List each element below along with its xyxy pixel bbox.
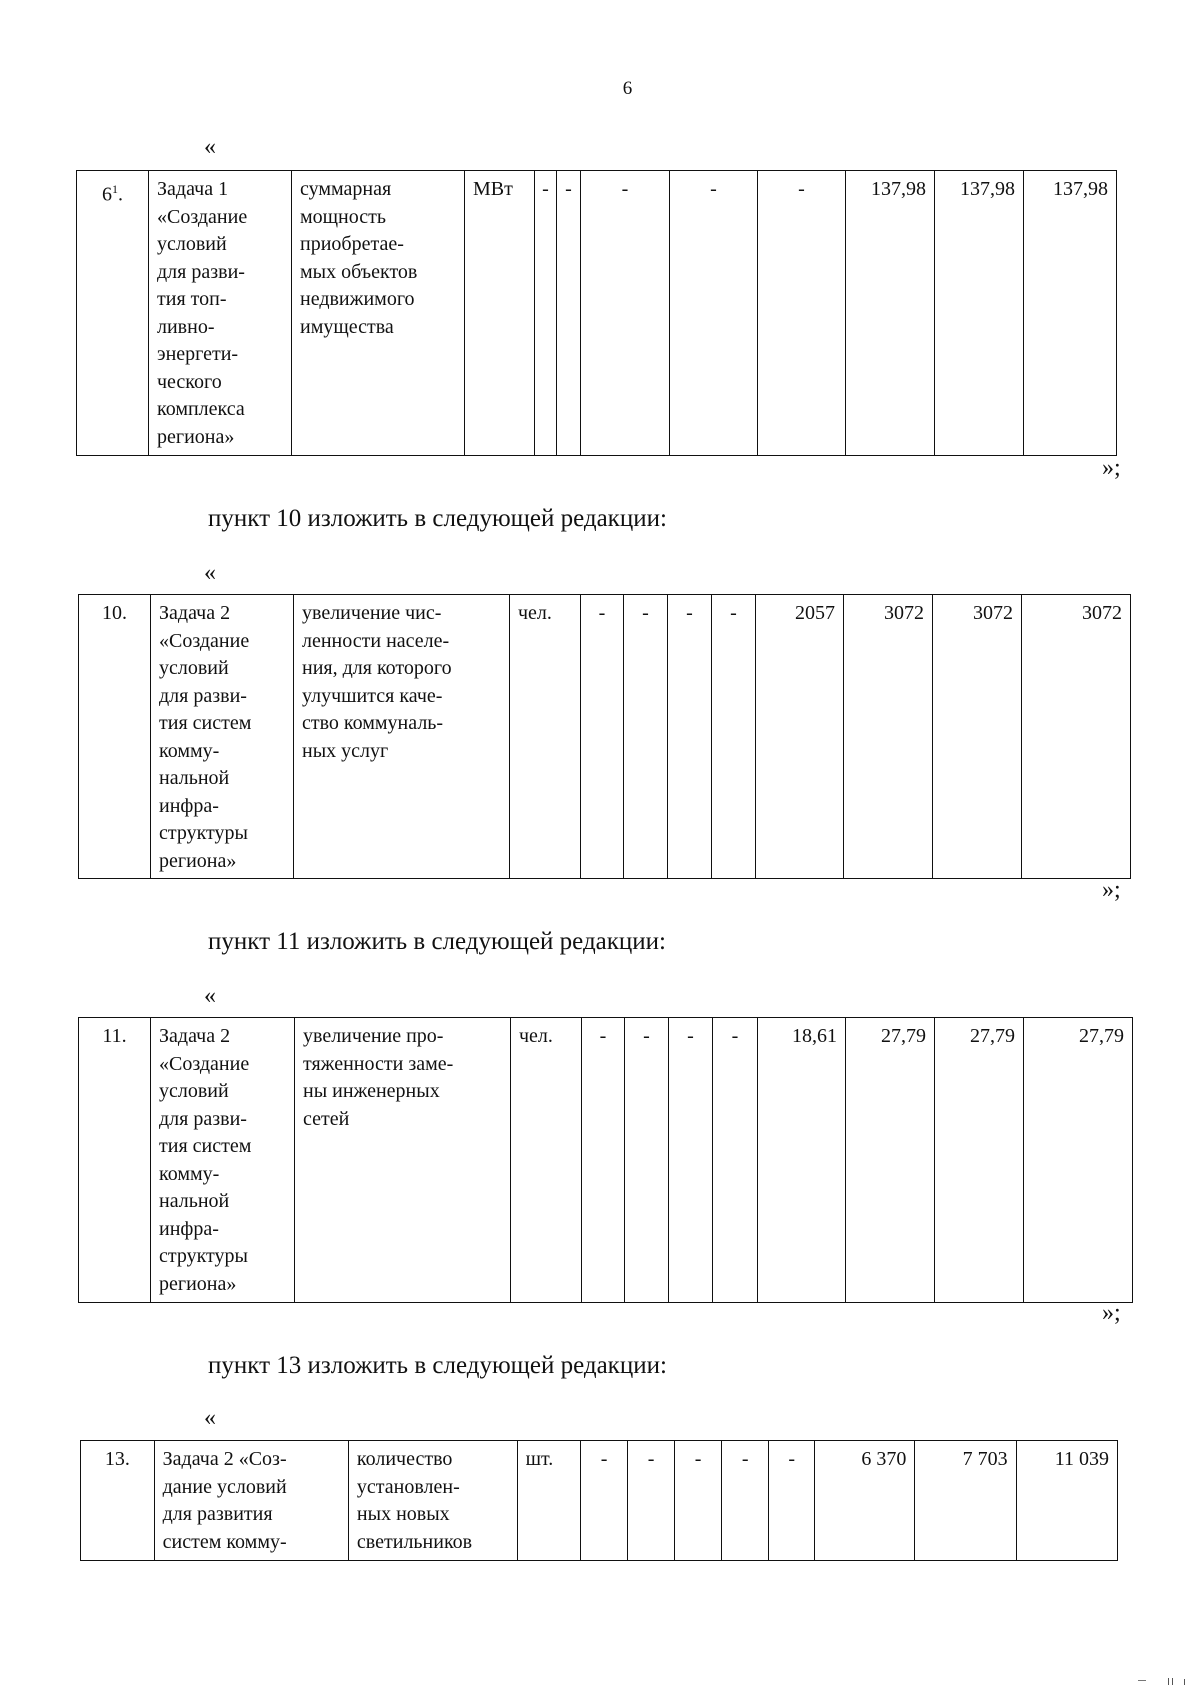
value-cell: 137,98 xyxy=(1024,171,1117,456)
row-number: 11. xyxy=(79,1018,151,1303)
table-row xyxy=(77,171,1117,456)
indicator-cell: суммарная мощность приобретае- мых объектов недвижимого имущества xyxy=(292,171,465,456)
value-cell: - xyxy=(582,1018,625,1303)
value-cell: 3072 xyxy=(933,595,1022,879)
row-number: 10. xyxy=(79,595,151,879)
task-cell: Задача 2 «Соз- дание условий для развития систем комму- xyxy=(154,1441,348,1561)
task-cell: Задача 1 «Создание условий для разви- тия топ- ливно- энергети- ческого комплекса региона» xyxy=(149,171,292,456)
task-cell: Задача 2 «Создание условий для разви- тия систем комму- нальной инфра- структуры региона» xyxy=(151,595,294,879)
value-cell: 3072 xyxy=(844,595,933,879)
value-cell: - xyxy=(628,1441,675,1561)
page-number: 6 xyxy=(622,78,633,99)
value-cell: 2057 xyxy=(756,595,844,879)
table-point-6-1 xyxy=(76,170,1117,456)
close-quote: »; xyxy=(1102,1300,1121,1326)
value-cell: 27,79 xyxy=(935,1018,1024,1303)
row-number: $6^1$. xyxy=(77,171,149,456)
value-cell: - xyxy=(712,595,756,879)
value-cell: 137,98 xyxy=(846,171,935,456)
value-cell: - xyxy=(713,1018,758,1303)
value-cell: - xyxy=(669,1018,713,1303)
close-quote: »; xyxy=(1102,455,1121,481)
unit-cell: МВт xyxy=(465,171,535,456)
section-heading: пункт 13 изложить в следующей редакции: xyxy=(208,1352,667,1379)
value-cell: 18,61 xyxy=(758,1018,846,1303)
value-cell: 27,79 xyxy=(846,1018,935,1303)
task-cell: Задача 2 «Создание условий для разви- тия систем комму- нальной инфра- структуры региона» xyxy=(151,1018,295,1303)
table-row xyxy=(79,1018,1133,1303)
value-cell: 11 039 xyxy=(1016,1441,1117,1561)
value-cell: - xyxy=(581,171,670,456)
unit-cell: чел. xyxy=(511,1018,582,1303)
close-quote: »; xyxy=(1102,877,1121,903)
value-cell: - xyxy=(625,1018,669,1303)
section-heading: пункт 10 изложить в следующей редакции: xyxy=(208,505,667,532)
table-point-10 xyxy=(78,594,1131,879)
table-row xyxy=(81,1441,1118,1561)
open-quote: « xyxy=(204,134,216,160)
value-cell: - xyxy=(670,171,758,456)
open-quote: « xyxy=(204,983,216,1009)
indicator-cell: увеличение чис- ленности населе- ния, для которого улучшится каче- ство коммуналь- ных услуг xyxy=(294,595,510,879)
open-quote: « xyxy=(204,560,216,586)
value-cell: - xyxy=(668,595,712,879)
indicator-cell: увеличение про- тяженности заме- ны инженерных сетей xyxy=(295,1018,511,1303)
value-cell: - xyxy=(581,1441,628,1561)
value-cell: - xyxy=(722,1441,769,1561)
open-quote: « xyxy=(204,1405,216,1431)
value-cell: 6 370 xyxy=(815,1441,915,1561)
table-point-13 xyxy=(80,1440,1118,1561)
value-cell: - xyxy=(758,171,846,456)
value-cell: - xyxy=(624,595,668,879)
unit-cell: шт. xyxy=(517,1441,580,1561)
value-cell: 137,98 xyxy=(935,171,1024,456)
table-row xyxy=(79,595,1131,879)
section-heading: пункт 11 изложить в следующей редакции: xyxy=(208,928,666,955)
value-cell: - xyxy=(769,1441,815,1561)
unit-cell: чел. xyxy=(510,595,581,879)
value-cell: - xyxy=(535,171,557,456)
value-cell: 7 703 xyxy=(915,1441,1016,1561)
scan-specks xyxy=(1128,1678,1188,1686)
table-point-11 xyxy=(78,1017,1133,1303)
value-cell: - xyxy=(581,595,624,879)
value-cell: - xyxy=(675,1441,722,1561)
indicator-cell: количество установлен- ных новых светильников xyxy=(348,1441,517,1561)
value-cell: - xyxy=(557,171,581,456)
value-cell: 27,79 xyxy=(1024,1018,1133,1303)
value-cell: 3072 xyxy=(1022,595,1131,879)
row-number: 13. xyxy=(81,1441,155,1561)
